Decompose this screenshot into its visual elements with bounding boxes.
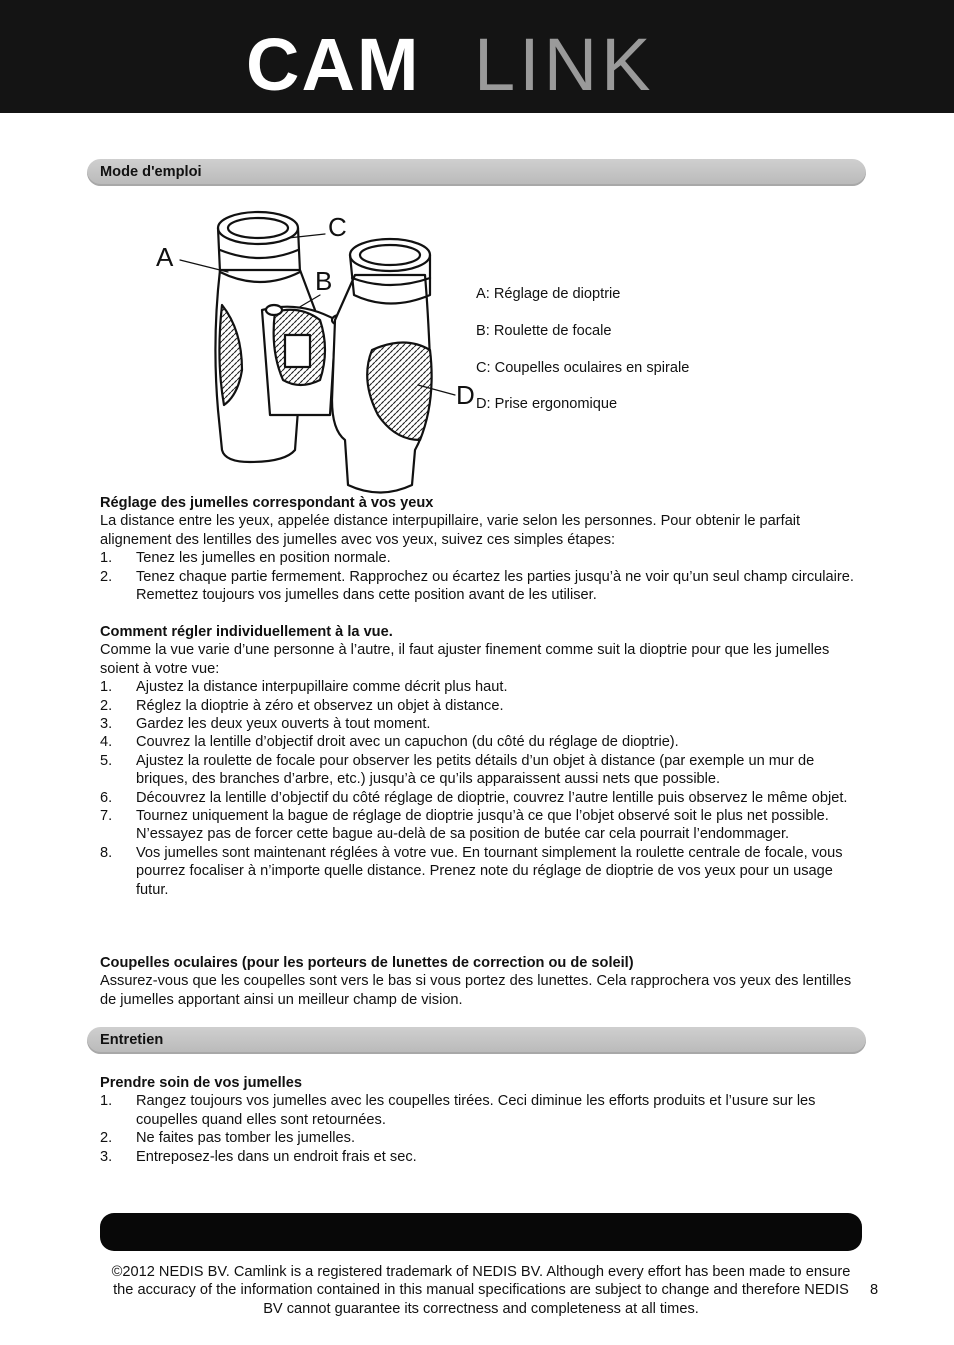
- section-title: Entretien: [100, 1032, 164, 1048]
- section-title: Mode d'emploi: [100, 164, 202, 180]
- list-text: Tournez uniquement la bague de réglage de dioptrie jusqu’à ce que l’objet observé soit le plus net possible. N’essayez pas de forcer cette bague au-delà de sa position de butée car cela pourrait l’endommager.: [136, 808, 829, 843]
- list-number: 7.: [100, 808, 113, 825]
- list-number: 3.: [100, 716, 113, 733]
- camlink-logo: [246, 30, 708, 96]
- binoculars-illustration: [150, 200, 490, 495]
- adjust-eyes-section: [100, 494, 860, 604]
- page-header: [0, 0, 954, 113]
- list-item: [100, 807, 860, 844]
- list-item: [100, 549, 860, 567]
- callout-a: A: [156, 242, 174, 272]
- section-bar-entretien: [87, 1027, 866, 1054]
- care-section: [100, 1074, 860, 1166]
- adjust-eyes-steps: [100, 549, 860, 604]
- eyecups-section: [100, 954, 860, 1009]
- adjust-vision-steps: [100, 678, 860, 899]
- page-number: 8: [870, 1282, 879, 1298]
- list-text: Vos jumelles sont maintenant réglées à votre vue. En tournant simplement la roulette centrale de focale, vous pourrez focaliser à n’importe quelle distance. Prenez note du réglage de dioptrie de vos yeux pour un usage futur.: [136, 844, 843, 898]
- eyecups-text: Assurez-vous que les coupelles sont vers le bas si vous portez des lunettes. Cela rapprochera vos yeux des lentilles de jumelles apportant ainsi un meilleur champ de vision.: [100, 973, 852, 1008]
- list-text: Gardez les deux yeux ouverts à tout moment.: [136, 716, 431, 733]
- footer-copyright: ©2012 NEDIS BV. Camlink is a registered trademark of NEDIS BV. Although every effort has been made to ensure the accuracy of the information contained in this manual specifications are subject to change and therefore NEDIS BV cannot guarantee its correctness and completeness at all times.: [111, 1264, 851, 1317]
- footer-bar: [100, 1213, 862, 1251]
- list-text: Découvrez la lentille d’objectif du côté réglage de dioptrie, couvrez l’autre lentille puis observez le même objet.: [136, 789, 848, 806]
- list-item: [100, 678, 860, 696]
- eyecups-heading: Coupelles oculaires (pour les porteurs de lunettes de correction ou de soleil): [100, 955, 634, 971]
- list-number: 2.: [100, 568, 113, 585]
- legend-item-a: A: Réglage de dioptrie: [476, 286, 621, 302]
- list-text: Entreposez-les dans un endroit frais et sec.: [136, 1148, 417, 1165]
- list-number: 4.: [100, 734, 113, 751]
- adjust-vision-section: [100, 623, 860, 899]
- adjust-vision-heading: Comment régler individuellement à la vue.: [100, 624, 393, 640]
- list-number: 1.: [100, 1093, 113, 1110]
- list-item: [100, 697, 860, 715]
- list-number: 1.: [100, 550, 113, 567]
- adjust-eyes-intro: La distance entre les yeux, appelée distance interpupillaire, varie selon les personnes. Pour obtenir le parfait alignement des lentilles des jumelles avec vos yeux, suivez ces simples étapes:: [100, 513, 801, 548]
- list-item: [100, 715, 860, 733]
- list-text: Tenez les jumelles en position normale.: [136, 550, 391, 567]
- list-item: [100, 733, 860, 751]
- list-number: 6.: [100, 789, 113, 806]
- logo-text-cam: CAM: [246, 30, 421, 96]
- care-steps: [100, 1092, 860, 1166]
- list-item: [100, 1092, 860, 1129]
- adjust-vision-intro: Comme la vue varie d’une personne à l’autre, il faut ajuster finement comme suit la dioptrie pour que les jumelles soient à votre vue:: [100, 642, 830, 677]
- callout-d: D: [456, 380, 475, 410]
- list-item: [100, 789, 860, 807]
- list-item: [100, 1148, 860, 1166]
- section-bar-mode-emploi: [87, 159, 866, 186]
- list-text: Ne faites pas tomber les jumelles.: [136, 1130, 355, 1147]
- list-number: 2.: [100, 1130, 113, 1147]
- list-text: Tenez chaque partie fermement. Rapprochez ou écartez les parties jusqu’à ne voir qu’un seul champ circulaire. Remettez toujours vos jumelles dans cette position avant de les utiliser.: [136, 568, 854, 604]
- legend-item-d: D: Prise ergonomique: [476, 396, 618, 412]
- callout-b: B: [315, 266, 333, 296]
- list-text: Réglez la dioptrie à zéro et observez un objet à distance.: [136, 697, 504, 714]
- callout-c: C: [328, 212, 347, 242]
- list-item: [100, 752, 860, 789]
- list-text: Rangez toujours vos jumelles avec les coupelles tirées. Ceci diminue les efforts produits et l’usure sur les coupelles quand elles sont retournées.: [136, 1093, 816, 1128]
- list-number: 2.: [100, 697, 113, 714]
- care-heading: Prendre soin de vos jumelles: [100, 1075, 302, 1091]
- legend-item-c: C: Coupelles oculaires en spirale: [476, 360, 690, 376]
- list-text: Ajustez la distance interpupillaire comme décrit plus haut.: [136, 679, 508, 696]
- list-number: 5.: [100, 752, 113, 769]
- list-item: [100, 1129, 860, 1147]
- list-item: [100, 844, 860, 899]
- legend-item-b: B: Roulette de focale: [476, 323, 612, 339]
- list-number: 1.: [100, 679, 113, 696]
- list-number: 3.: [100, 1148, 113, 1165]
- list-text: Ajustez la roulette de focale pour observer les petits détails d’un objet à distance (par exemple un mur de briques, des branches d’arbre, etc.) jusqu’à ce qu’ils apparaissent aussi nets que possible.: [136, 752, 815, 788]
- list-text: Couvrez la lentille d’objectif droit avec un capuchon (du côté du réglage de dioptrie).: [136, 734, 679, 751]
- list-number: 8.: [100, 844, 113, 861]
- adjust-eyes-heading: Réglage des jumelles correspondant à vos yeux: [100, 495, 434, 511]
- logo-text-link: LINK: [474, 30, 655, 96]
- list-item: [100, 568, 860, 605]
